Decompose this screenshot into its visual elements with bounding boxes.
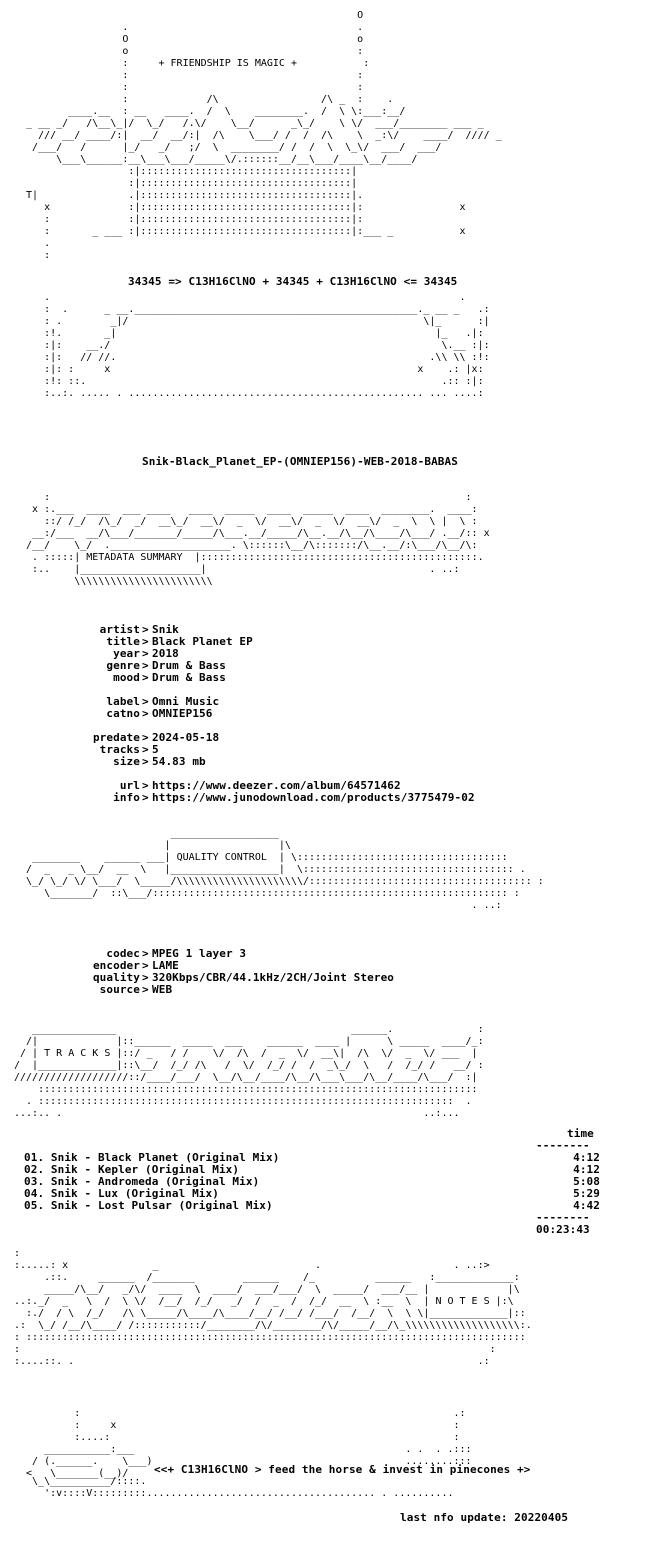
meta-row-size: size > 54.83 mb [113, 755, 206, 768]
track-row: 02. Snik - Kepler (Original Mix) 4:12 [24, 1163, 600, 1176]
meta-row-genre: genre > Drum & Bass [106, 659, 226, 672]
meta-row-title: title > Black Planet EP [106, 635, 253, 648]
quality-row-encoder: encoder > LAME [92, 959, 179, 972]
footer-art-bottom: \_\__________/::::. ':v::::V:::::::::...................................... . .......... [32, 1476, 454, 1499]
info-link[interactable]: https://www.junodownload.com/products/3775479-02 [152, 791, 475, 804]
meta-row-catno: catno > OMNIEP156 [106, 707, 213, 720]
quality-row-quality: quality > 320Kbps/CBR/44.1kHz/2CH/Joint Stereo [92, 971, 395, 984]
time-header: time [567, 1127, 594, 1140]
track-row: 03. Snik - Andromeda (Original Mix) 5:08 [24, 1175, 600, 1188]
tracks-title: T R A C K S [44, 1048, 111, 1059]
meta-row-mood: mood > Drum & Bass [113, 671, 226, 684]
release-name: Snik-Black_Planet_EP-(OMNIEP156)-WEB-2018-BABAS [142, 455, 458, 468]
track-row: 04. Snik - Lux (Original Mix) 5:29 [24, 1187, 600, 1200]
meta-row-label: label > Omni Music [106, 695, 220, 708]
quality-row-codec: codec > MPEG 1 layer 3 [106, 947, 247, 960]
metadata-banner-art: : : x :.___ ____ ___ ____ ____ _____ ____ _____ ____ ________. ____: ::/ /_/ /\_/ _/ __\_/ __\/ _ \/ __\/ _ \/ __\/ _ \ \ | \ : __:/___ __/\___/_______/_____/\___.__/_____/\__.__/\__/\____/\___/ .__/:: x /__/ \_/ .____________________. \::::::\__/\:::::::/\__.__/:\___/\__/\: . :::::| METADATA SUMMARY |::::::::::::::::::::::::::::::::::::::::::::::. :.. |____________________| . ..: \\\\\\\\\\\\\\\\\\\\\\\ [26, 492, 490, 587]
meta-row-predate: predate > 2024-05-18 [92, 731, 220, 744]
meta-row-url: url > https://www.deezer.com/album/64571462 [119, 779, 401, 792]
meta-row-year: year > 2018 [113, 647, 179, 660]
notes-title: N O T E S [435, 1296, 490, 1307]
quality-banner-art: __________________ | |\ ________ ______ ___| QUALITY CONTROL | \::::::::::::::::::::::::::::::::::: / _ _ \__/ __ \ |__________________| \::::::::::::::::::::::::::::::::::: . \_/ \_/ \/ \___/ \_____/\\\\\\\\\\\\\\\\\\\\\/::::::::::::::::::::::::::::::::::::: : \_______/ ::\___/::::::::::::::::::::::::::::::::::::::::::::::::::::::::::: : . ..: [26, 828, 544, 911]
tracks-banner-art: ______________ ______. : /| |::______ _____ ___ ______ ____ | \ _____ ____/_: / | T R A C K S |::/ _ / / \/ /\ / _ \/ __\| /\ \/ _ \/ ___ | / |_____________|::\__/ /_/ /\ / \/ /_/ / / _\_/ \ / /_/ / __/ : ///////////////////::/____/___/ \__/\__/____/\__/\___\___/\__/____/\___/ :| ::::::::::::::::::::::::::::::::::::::::::::::::::::::::::::::::::::::::: . ::::::::::::::::::::::::::::::::::::::::::::::::::::::::::::::::::::: . ...:.. . ..:... [14, 1024, 484, 1119]
url-link[interactable]: https://www.deezer.com/album/64571462 [152, 779, 401, 792]
meta-row-tracks: tracks > 5 [99, 743, 159, 756]
meta-row-artist: artist > Snik [99, 623, 179, 636]
total-time: 00:23:43 [536, 1223, 590, 1236]
footer-tagline: <<+ C13H16ClNO > feed the horse & invest in pinecones +> [154, 1463, 531, 1476]
quality-row-source: source > WEB [99, 983, 173, 996]
equation-line: 34345 => C13H16ClNO + 34345 + C13H16ClNO <= 34345 [128, 275, 458, 288]
time-rule-top: -------- [536, 1139, 590, 1152]
notes-banner-art: : :.....: x _ . . ..:> .::. ______ /_______ ______ /_ ______ :_____________: _____/\__/ _/\/ ____ \ ____/ ___/___/ \ _____/ ___/__ | |\ ..:._/ _ \ / \ \/ /__/ /_/ _/ / _ / /_/ __ \ :__ \ | N O T E S |:\ :./ / \ /_/ /\ \_____/\____/\____/__/ /__/ /___/ /__/ \ \ \|_____________|:: .: \_/ /__/\____/ /:::::::::::/________/\/________/\/_____/__/\_\\\\\\\\\\\\\\\\\\\:. : ::::::::::::::::::::::::::::::::::::::::::::::::::::::::::::::::::::::::::::::::::: : : :....::. . .: [14, 1248, 532, 1367]
header-ascii-art-lower: . . : . _ __._______________________________________________._ __ _ .: : . _|/ \|_ :| :!. _| |_ .|: :|: __./ \.__ :|: :|: // //. .\\ \\ :!: :|: : x x .: |x: :!: ::. .:: :|: :..:. ..... . ................................................. ... ....: [44, 292, 490, 399]
time-rule-bottom: -------- [536, 1211, 590, 1224]
last-update: last nfo update: 20220405 [400, 1511, 569, 1524]
header-top-line: + FRIENDSHIP IS MAGIC + [158, 58, 297, 69]
metadata-title: METADATA SUMMARY [86, 552, 183, 563]
footer-art: : .: : x : :....: : ___________:___ . . . .::: / (.______. \___) ........::: < \_______(__)/ [26, 1408, 472, 1479]
quality-title: QUALITY CONTROL [176, 852, 267, 863]
track-row: 05. Snik - Lost Pulsar (Original Mix) 4:42 [24, 1199, 600, 1212]
track-row: 01. Snik - Black Planet (Original Mix) 4:12 [24, 1151, 600, 1164]
header-ascii-art: O . . O o o : : + FRIENDSHIP IS MAGIC + : : : : : : /\ /\ _ : . ____.__ : __ ____. / \ ________. / \ \:___:__/ _ __ _/ /\__\_|/ \_/ /.\/ \__/ _\_/ \ \/ ___/________ ___ _ /// __/ ____/:| __/ __/:| /\ \___/ / / /\ \ _:\/ ____/ //// _ /___/ / |_/ _/ ;/ \ ________/ / / \ \_\/ ___/ ___/ \___\______:__\___\___/_____\/.::::::__/__\___/____\__/____/ :|:::::::::::::::::::::::::::::::::::| :|:::::::::::::::::::::::::::::::::::| T| .|:::::::::::::::::::::::::::::::::::|. x :|:::::::::::::::::::::::::::::::::::|: x : :|:::::::::::::::::::::::::::::::::::|: : _ ___ :|:::::::::::::::::::::::::::::::::::|:___ _ x . : [26, 10, 502, 261]
meta-row-info: info > https://www.junodownload.com/products/3775479-02 [113, 791, 475, 804]
